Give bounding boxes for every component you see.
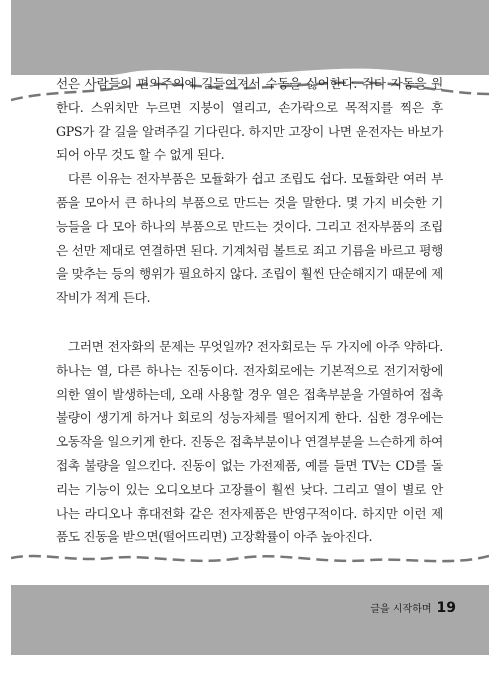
paragraph-1: 선은 사람들이 편의주의에 길들여져서 수동을 싫어한다. 쥐다 자동을 원한다. 스위치만 누르면 지붕이 열리고, 손가락으로 목적지를 찍은 후 GPS가 갈 길을 알려주길 기다린다. 하지만 고장이 나면 운전자는 바보가 되어 아무 것도 할 수 없게 된다. (56, 76, 443, 163)
paragraph-gap (56, 310, 443, 335)
bottom-gray-band (11, 585, 489, 655)
page-number: 19 (436, 600, 456, 616)
section-title: 글을 시작하며 (370, 604, 432, 615)
body-text (56, 72, 443, 549)
page-footer (370, 600, 456, 616)
paragraph-2: 다른 이유는 전자부품은 모듈화가 쉽고 조립도 쉽다. 모듈화란 여러 부품을 모아서 큰 하나의 부품으로 만드는 것을 말한다. 몇 가지 비슷한 기능들을 다 모아 하나의 부품으로 만드는 것이다. 그리고 전자부품의 조립은 선만 제대로 연결하면 된다. 기계처럼 볼트로 죄고 기름을 바르고 평행을 맞추는 등의 행위가 필요하지 않다. 조립이 훨씬 단순해지기 때문에 제작비가 적게 든다. (56, 171, 443, 306)
paragraph-3: 그러면 전자화의 문제는 무엇일까? 전자회로는 두 가지에 아주 약하다. 하나는 열, 다른 하나는 진동이다. 전자회로에는 기본적으로 전기저항에 의한 열이 발생하는데, 오래 사용할 경우 열은 접촉부분을 가열하여 접촉 불량이 생기게 하거나 회로의 성능자체를 떨어지게 한다. 심한 경우에는 오동작을 일으키게 한다. 진동은 접촉부분이나 연결부분을 느슨하게 하여 접촉 불량을 일으킨다. 진동이 없는 가전제품, 예를 들면 TV는 CD를 돌리는 기능이 있는 오디오보다 고장률이 훨씬 낮다. 그리고 열이 별로 안 나는 라디오나 휴대전화 같은 전자제품은 반영구적이다. 하지만 이런 제품도 진동을 받으면(떨어뜨리면) 고장확률이 아주 높아진다. (56, 338, 443, 545)
